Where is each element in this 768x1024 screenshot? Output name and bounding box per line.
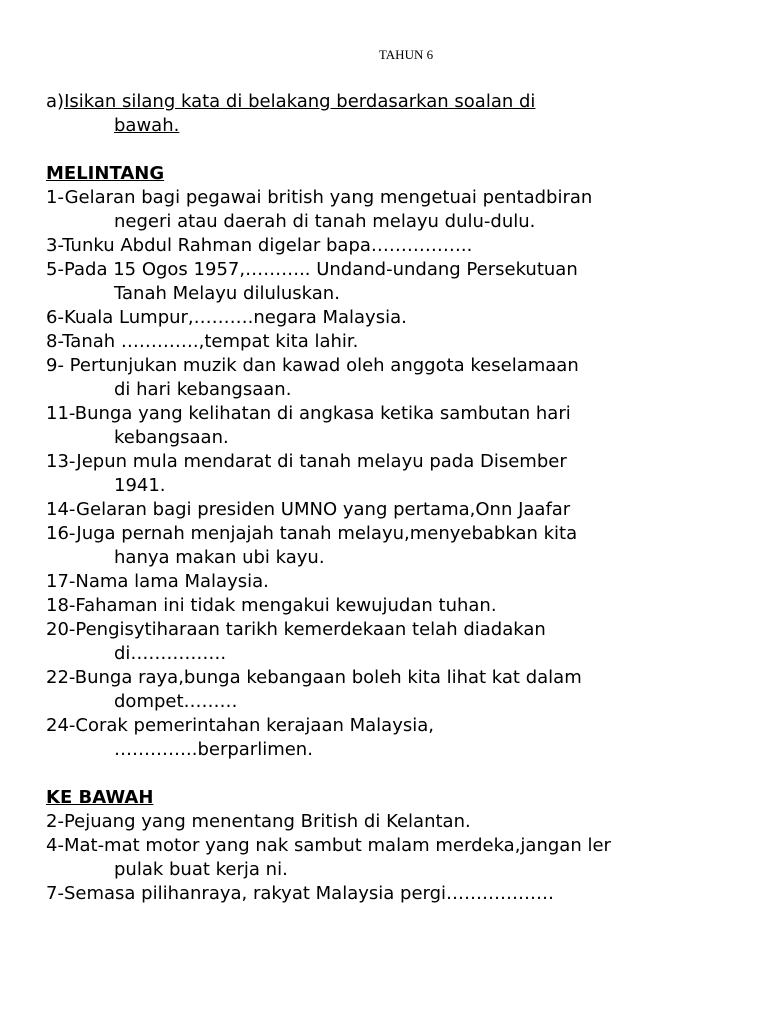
clue-item — [46, 186, 746, 234]
clue-text: 2-Pejuang yang menentang British di Kelantan. — [46, 811, 471, 832]
clue-text: 13-Jepun mula mendarat di tanah melayu pada Disember — [46, 451, 567, 472]
clue-text-continuation: hanya makan ubi kayu. — [114, 547, 325, 568]
clue-item — [46, 234, 746, 258]
instruction-prefix: a) — [46, 91, 65, 112]
clue-item — [46, 666, 746, 714]
clue-text-continuation: pulak buat kerja ni. — [114, 859, 288, 880]
instruction-line-1: Isikan silang kata di belakang berdasarkan soalan di — [64, 91, 536, 112]
clue-text: 3-Tunku Abdul Rahman digelar bapa…………….. — [46, 235, 473, 256]
page-header: TAHUN 6 — [378, 47, 434, 62]
clue-text: 1-Gelaran bagi pegawai british yang mengetuai pentadbiran — [46, 187, 593, 208]
clue-text: 18-Fahaman ini tidak mengakui kewujudan tuhan. — [46, 595, 497, 616]
clue-text: 14-Gelaran bagi presiden UMNO yang pertama,Onn Jaafar — [46, 499, 571, 520]
clue-text-continuation: negeri atau daerah di tanah melayu dulu-dulu. — [114, 211, 536, 232]
section-ke-bawah — [46, 786, 746, 906]
clue-text-continuation: dompet……… — [114, 691, 238, 712]
clue-item — [46, 402, 746, 450]
clue-item — [46, 450, 746, 498]
clue-item — [46, 258, 746, 306]
document-body — [46, 90, 746, 906]
clue-text-continuation: di……………. — [114, 643, 227, 664]
clue-text: 22-Bunga raya,bunga kebangaan boleh kita lihat kat dalam — [46, 667, 582, 688]
clue-text-continuation: …………..berparlimen. — [114, 739, 313, 760]
clue-item — [46, 618, 746, 666]
clue-text: 16-Juga pernah menjajah tanah melayu,menyebabkan kita — [46, 523, 578, 544]
clue-item — [46, 354, 746, 402]
clue-item — [46, 882, 746, 906]
section-title-melintang: MELINTANG — [46, 163, 165, 184]
section-melintang — [46, 162, 746, 762]
clue-text: 20-Pengisytiharaan tarikh kemerdekaan telah diadakan — [46, 619, 546, 640]
clue-item — [46, 522, 746, 570]
clue-list-melintang — [46, 186, 746, 762]
clue-text: 5-Pada 15 Ogos 1957,……….. Undand-undang Persekutuan — [46, 259, 578, 280]
clue-text-continuation: di hari kebangsaan. — [114, 379, 292, 400]
instruction — [46, 90, 746, 138]
clue-text: 17-Nama lama Malaysia. — [46, 571, 269, 592]
clue-text-continuation: 1941. — [114, 475, 166, 496]
clue-text: 24-Corak pemerintahan kerajaan Malaysia, — [46, 715, 434, 736]
clue-text-continuation: Tanah Melayu diluluskan. — [114, 283, 340, 304]
clue-text-continuation: kebangsaan. — [114, 427, 229, 448]
clue-item — [46, 570, 746, 594]
clue-item — [46, 834, 746, 882]
clue-text: 6-Kuala Lumpur,……….negara Malaysia. — [46, 307, 407, 328]
clue-item — [46, 498, 746, 522]
clue-text: 11-Bunga yang kelihatan di angkasa ketika sambutan hari — [46, 403, 571, 424]
clue-text: 4-Mat-mat motor yang nak sambut malam merdeka,jangan ler — [46, 835, 611, 856]
clue-item — [46, 810, 746, 834]
clue-item — [46, 306, 746, 330]
clue-item — [46, 714, 746, 762]
clue-text: 7-Semasa pilihanraya, rakyat Malaysia pergi……………… — [46, 883, 555, 904]
clue-item — [46, 594, 746, 618]
clue-text: 8-Tanah ………….,tempat kita lahir. — [46, 331, 359, 352]
clue-item — [46, 330, 746, 354]
instruction-line-2: bawah. — [114, 115, 180, 136]
section-title-ke-bawah: KE BAWAH — [46, 787, 154, 808]
clue-list-ke-bawah — [46, 810, 746, 906]
clue-text: 9- Pertunjukan muzik dan kawad oleh anggota keselamaan — [46, 355, 579, 376]
